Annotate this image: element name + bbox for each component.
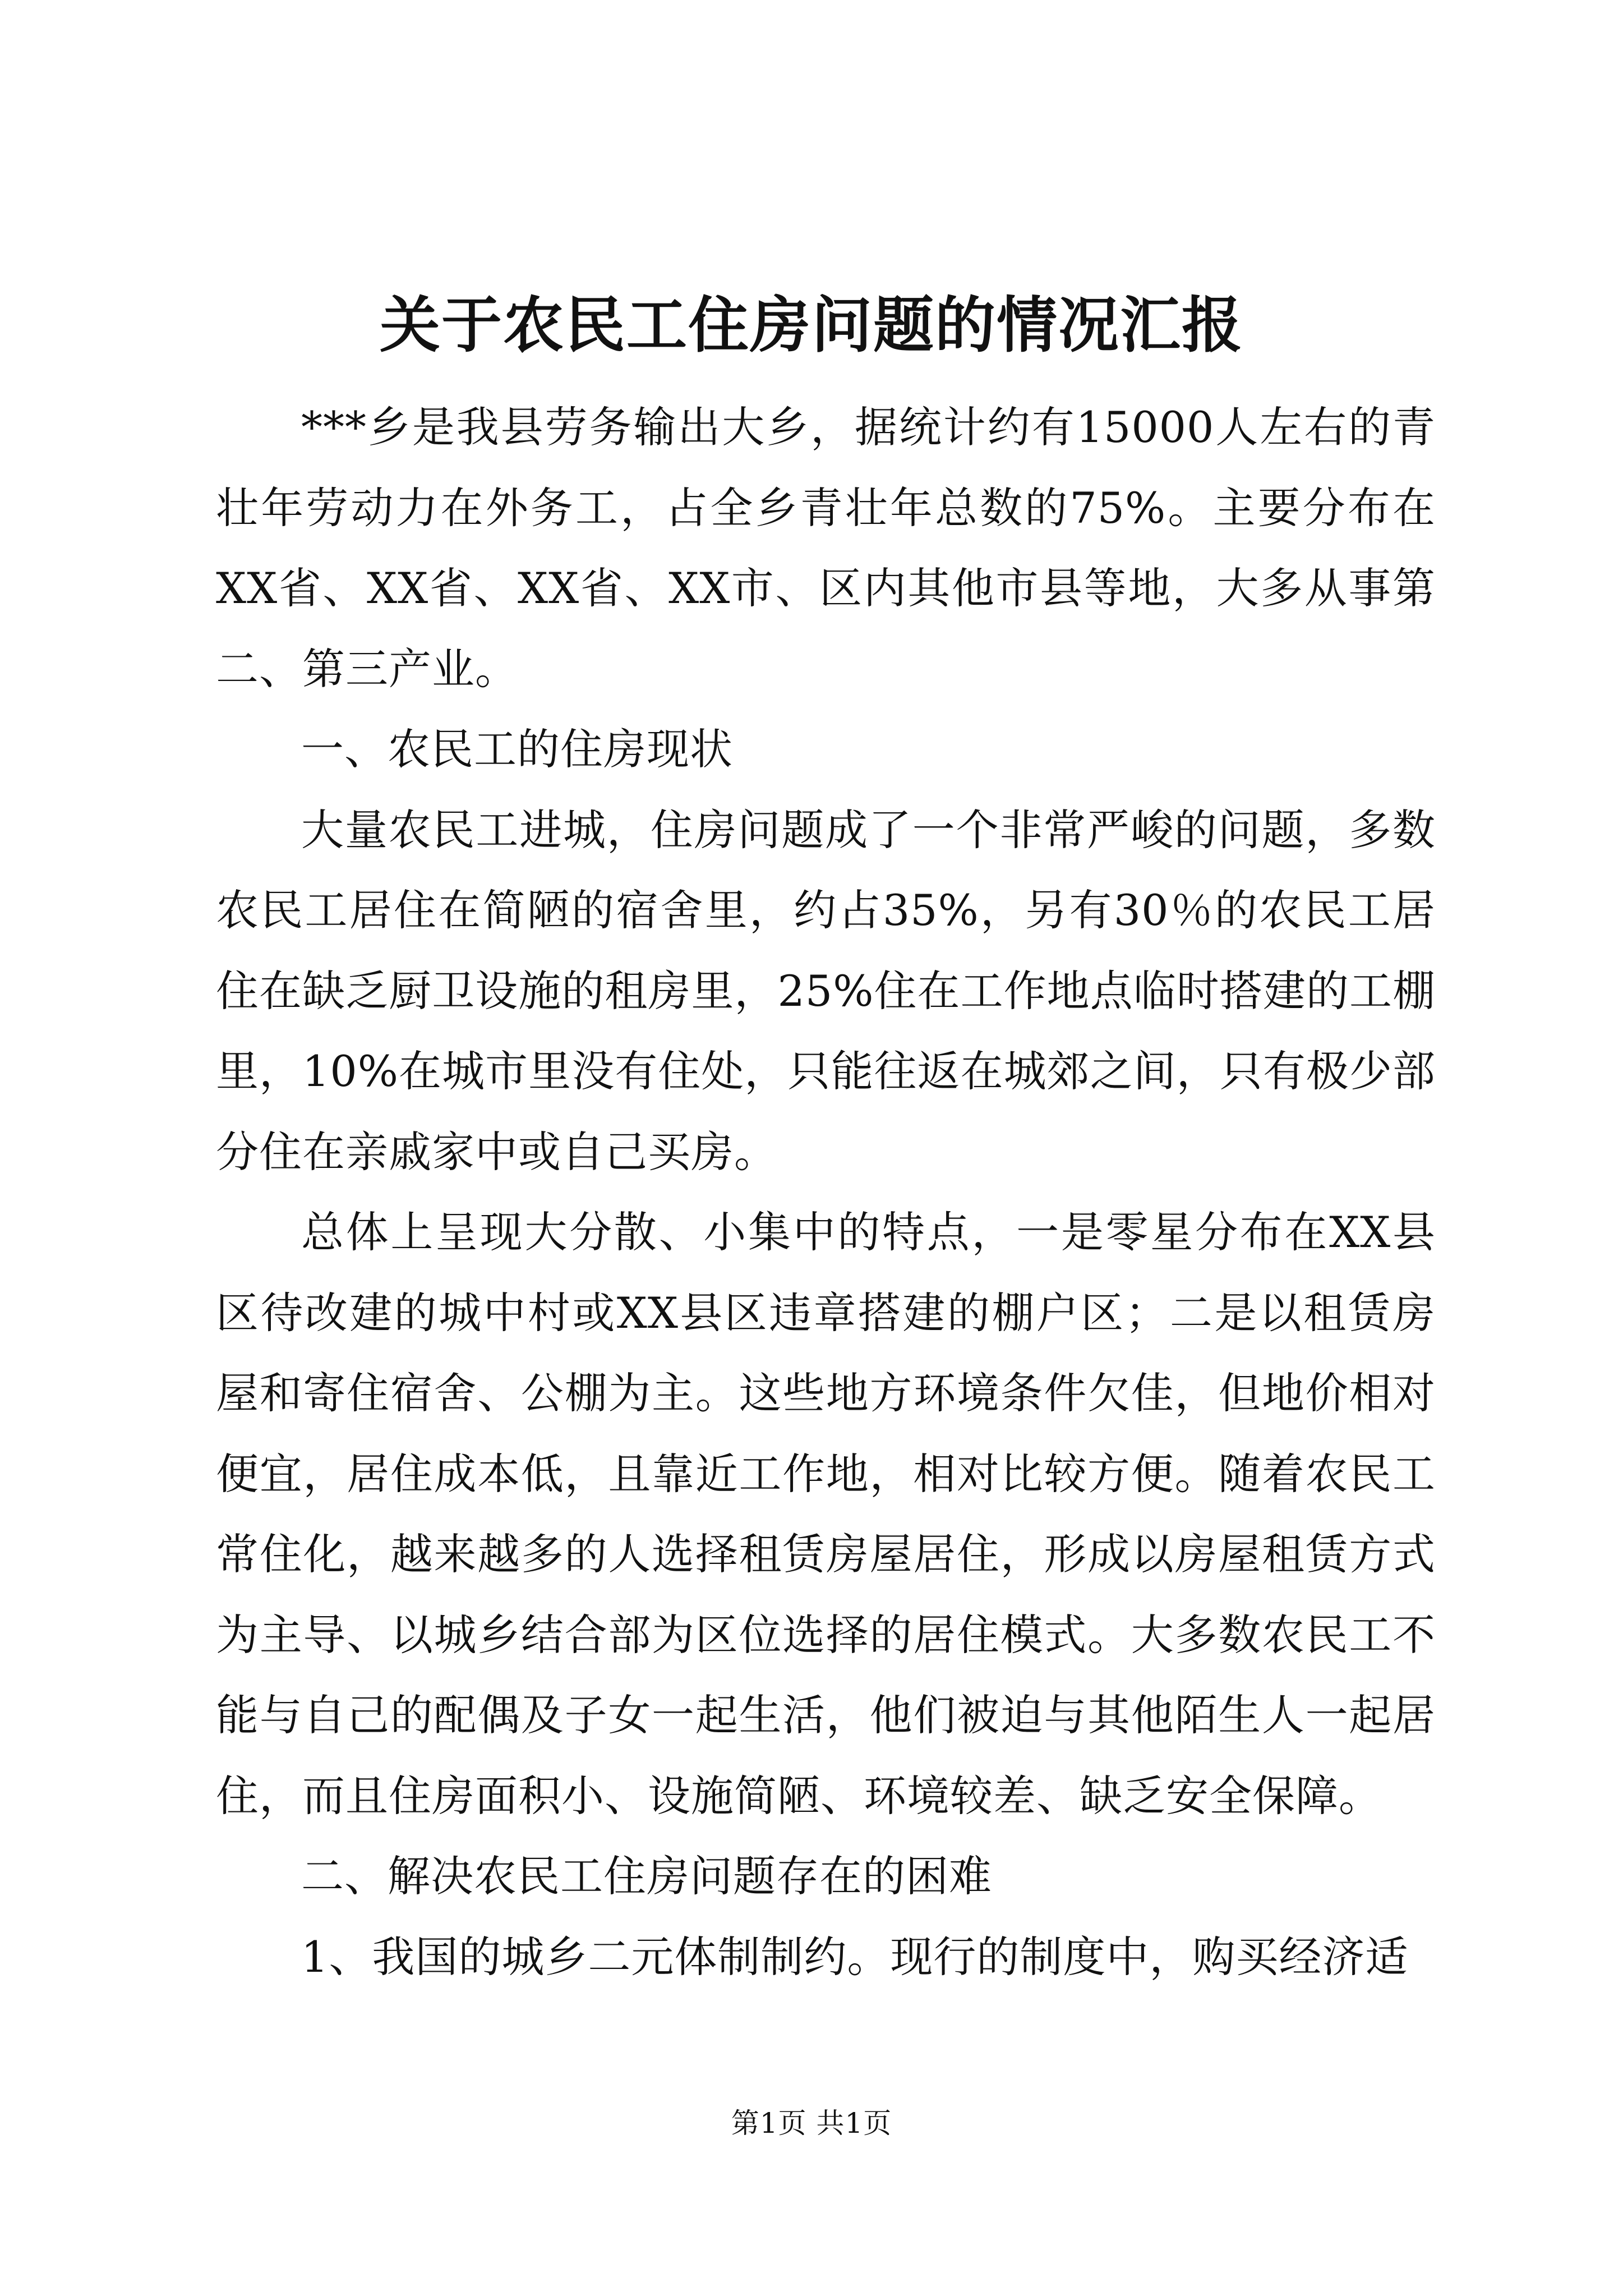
section-heading-housing-status: 一、农民工的住房现状 [301, 724, 733, 774]
section-heading-difficulties: 二、解决农民工住房问题存在的困难 [301, 1851, 992, 1901]
paragraph-intro: ***乡是我县劳务输出大乡，据统计约有15000人左右的青壮年劳动力在外务工，占全乡青壮年总数的75%。主要分布在XX省、XX省、XX省、XX市、区内其他市县等地，大多从事第二、第三产业。 [216, 402, 1436, 694]
paragraph-distribution-features: 总体上呈现大分散、小集中的特点，一是零星分布在XX县区待改建的城中村或XX县区违章搭建的棚户区；二是以租赁房屋和寄住宿舍、公棚为主。这些地方环境条件欠佳，但地价相对便宜，居住成本低，且靠近工作地，相对比较方便。随着农民工常住化，越来越多的人选择租赁房屋居住，形成以房屋租赁方式为主导、以城乡结合部为区位选择的居住模式。大多数农民工不能与自己的配偶及子女一起生活，他们被迫与其他陌生人一起居住，而且住房面积小、设施简陋、环境较差、缺乏安全保障。 [216, 1207, 1436, 1821]
document-body [216, 387, 1436, 1997]
paragraph-housing-status: 大量农民工进城，住房问题成了一个非常严峻的问题，多数农民工居住在简陋的宿舍里，约占35%，另有30％的农民工居住在缺乏厨卫设施的租房里，25%住在工作地点临时搭建的工棚里，10%在城市里没有住处，只能往返在城郊之间，只有极少部分住在亲戚家中或自己买房。 [216, 804, 1436, 1177]
document-title: 关于农民工住房问题的情况汇报 [379, 290, 1243, 361]
paragraph-difficulty-1: 1、我国的城乡二元体制制约。现行的制度中，购买经济适 [301, 1931, 1409, 1982]
page-footer: 第1页 共1页 [731, 2107, 892, 2139]
